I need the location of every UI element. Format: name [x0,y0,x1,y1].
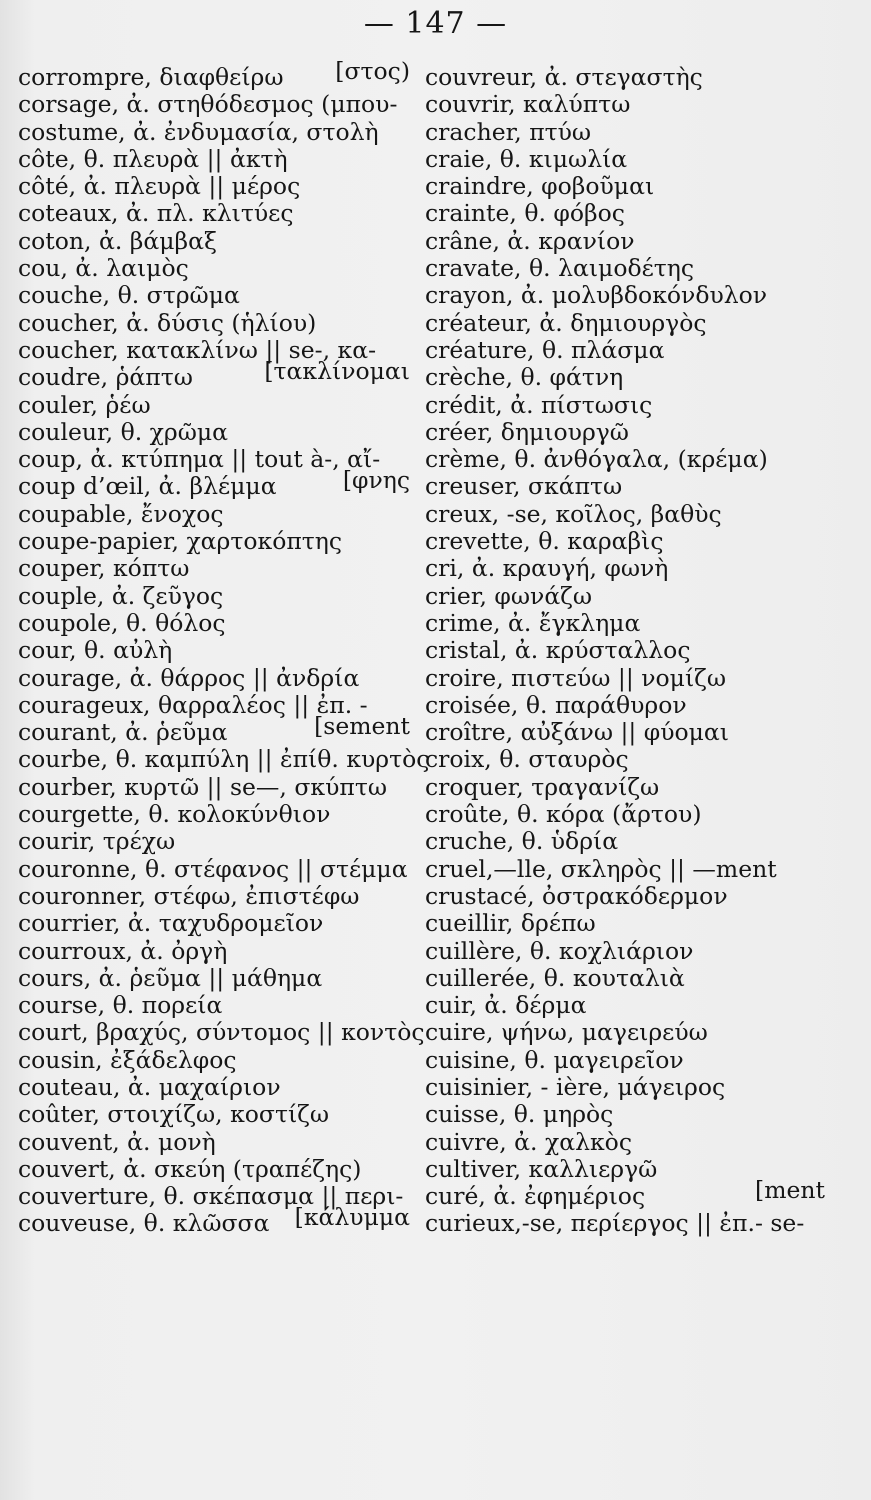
entry-text: cracher, πτύω [425,117,592,146]
dictionary-entry [12,583,410,610]
dictionary-entry [425,473,825,500]
entry-text: cours, ἀ. ῥεῦμα || μάθημα [18,963,323,992]
entry-text: croire, πιστεύω || νομίζω [425,663,727,692]
dictionary-entry [425,64,825,91]
dictionary-entry [12,910,410,937]
entry-text: cravate, θ. λαιμοδέτης [425,254,695,283]
dictionary-entry [12,938,410,965]
entry-text: corrompre, διαφθείρω [18,63,284,91]
entry-text: courrier, ἀ. ταχυδρομεῖον [18,909,324,938]
entry-text: croquer, τραγανίζω [425,772,660,801]
entry-text: court, βραχύς, σύντομος || κοντὸς [18,1018,425,1047]
dictionary-entry [12,228,410,255]
entry-text: courant, ἀ. ῥεῦμα [18,718,228,747]
dictionary-entry [425,146,825,173]
dictionary-entry [12,883,410,910]
entry-text: couche, θ. στρῶμα [18,281,240,310]
dictionary-entry [425,637,825,664]
dictionary-entry [425,119,825,146]
dictionary-entry [12,856,410,883]
dictionary-entry [425,746,825,773]
dictionary-entry [12,282,410,309]
entry-text: cuisse, θ. μηρὸς [425,1100,614,1129]
dictionary-entry [425,774,825,801]
entry-text: cultiver, καλλιεργῶ [425,1154,658,1183]
entry-text: créer, δημιουργῶ [425,417,629,446]
dictionary-entry [425,665,825,692]
dictionary-entry [12,1129,410,1156]
entry-text: coûter, στοιχίζω, κοστίζω [18,1100,330,1129]
dictionary-entry [12,992,410,1019]
dictionary-entry [12,466,410,501]
dictionary-entry [425,719,825,746]
entry-text: courageux, θαρραλέος || ἐπ. - [18,690,368,719]
entry-text: corsage, ἀ. στηθόδεσμος (μπου- [18,90,398,119]
entry-text: coteaux, ἀ. πλ. κλιτύες [18,199,294,228]
dictionary-entry [425,255,825,282]
entry-text: crustacé, ὀστρακόδερμον [425,881,728,910]
entry-text: cueillir, δρέπω [425,909,596,938]
entry-text: croix, θ. σταυρὸς [425,745,629,774]
entry-text: couvreur, ἀ. στεγαστὴς [425,63,703,91]
dictionary-entry [425,228,825,255]
entry-text: croître, αὐξάνω || φύομαι [425,718,730,747]
entry-text: coup d’œil, ἀ. βλέμμα [18,472,277,501]
dictionary-entry [425,801,825,828]
entry-continuation: [στος) [335,57,410,85]
dictionary-entry [425,1101,825,1128]
entry-text: côte, θ. πλευρὰ || ἀκτὴ [18,144,288,173]
entry-text: courgette, θ. κολοκύνθιον [18,800,331,829]
entry-text: crème, θ. ἀνθόγαλα, (κρέμα) [425,445,768,474]
dictionary-entry [12,146,410,173]
dictionary-entry [12,200,410,227]
dictionary-entry [425,392,825,419]
entry-text: couvent, ἀ. μονὴ [18,1127,216,1156]
entry-text: crevette, θ. καραβὶς [425,527,664,556]
dictionary-entry [425,173,825,200]
entry-text: creuser, σκάπτω [425,472,623,501]
entry-text: couronne, θ. στέφανος || στέμμα [18,854,408,883]
entry-text: couronner, στέφω, ἐπιστέφω [18,881,360,910]
dictionary-entry [12,392,410,419]
entry-text: costume, ἀ. ἐνδυμασία, στολὴ [18,117,379,146]
entry-text: coupole, θ. θόλος [18,608,226,637]
entry-continuation: [τακλίνομαι [264,357,410,386]
dictionary-entry [12,528,410,555]
entry-continuation: [sement [314,712,410,741]
dictionary-entry [425,501,825,528]
dictionary-entry [12,419,410,446]
dictionary-entry [12,57,410,91]
entry-text: cruche, θ. ὑδρία [425,827,619,856]
entry-text: couverture, θ. σκέπασμα || περι- [18,1182,404,1211]
entry-text: courroux, ἀ. ὀργὴ [18,936,228,965]
entry-text: cuillerée, θ. κουταλιὰ [425,963,685,992]
dictionary-entry [12,1018,425,1047]
dictionary-entry [425,1210,825,1237]
entry-continuation: [κάλυμμα [294,1203,410,1232]
dictionary-entry [425,446,825,473]
entry-text: coucher, ἀ. δύσις (ἡλίου) [18,308,317,337]
entry-text: cuivre, ἀ. χαλκὸς [425,1127,632,1156]
entry-text: couler, ῥέω [18,390,151,419]
entry-text: créateur, ἀ. δημιουργὸς [425,308,707,337]
entry-text: couteau, ἀ. μαχαίριον [18,1072,281,1101]
dictionary-entry [425,1047,825,1074]
page-number: — 147 — [363,6,508,41]
entry-text: côté, ἀ. πλευρὰ || μέρος [18,172,301,201]
entry-text: cour, θ. αὐλὴ [18,636,173,665]
entry-text: cri, ἀ. κραυγή, φωνὴ [425,554,669,583]
entry-text: crédit, ἀ. πίστωσις [425,390,653,419]
dictionary-entry [425,419,825,446]
dictionary-entry [425,282,825,309]
entry-text: craindre, φοβοῦμαι [425,172,655,201]
entry-text: crèche, θ. φάτνη [425,363,624,392]
dictionary-entry [425,200,825,227]
entry-text: cuisinier, - ière, μάγειρος [425,1072,726,1101]
dictionary-entry [12,1156,410,1183]
dictionary-entry [425,856,825,883]
entry-text: cou, ἀ. λαιμὸς [18,254,189,283]
dictionary-entry [425,310,825,337]
entry-text: cruel,—lle, σκληρὸς || —ment [425,854,777,883]
dictionary-entry [12,1047,410,1074]
entry-text: coudre, ῥάπτω [18,363,193,392]
entry-text: course, θ. πορεία [18,991,223,1020]
right-column [425,64,825,1238]
dictionary-entry [12,965,410,992]
entry-text: couveuse, θ. κλῶσσα [18,1209,270,1238]
entry-text: cousin, ἐξάδελφος [18,1045,237,1074]
dictionary-entry [12,1203,410,1238]
entry-text: courbe, θ. καμπύλη || ἐπίθ. κυρτὸς [18,745,430,774]
dictionary-entry [12,828,410,855]
dictionary-entry [12,665,410,692]
dictionary-entry [12,501,410,528]
dictionary-entry [12,610,410,637]
entry-text: couvert, ἀ. σκεύη (τραπέζης) [18,1154,362,1183]
dictionary-entry [12,637,410,664]
entry-continuation: [φνης [342,466,410,495]
dictionary-entry [12,310,410,337]
dictionary-entry [425,910,825,937]
dictionary-entry [12,801,410,828]
dictionary-entry [425,828,825,855]
dictionary-entry [425,555,825,582]
entry-text: cuir, ἀ. δέρμα [425,991,587,1020]
entry-text: courir, τρέχω [18,827,176,856]
dictionary-entry [425,692,825,719]
entry-text: croûte, θ. κόρα (ἄρτου) [425,800,702,829]
dictionary-entry [12,119,410,146]
dictionary-entry [425,965,825,992]
entry-text: curieux,-se, περίεργος || ἐπ.- se- [425,1209,805,1238]
entry-text: crayon, ἀ. μολυβδοκόνδυλον [425,281,768,310]
entry-text: coucher, κατακλίνω || se-, κα- [18,335,377,364]
dictionary-entry [425,337,825,364]
dictionary-entry [425,992,825,1019]
entry-text: creux, -se, κοῖλος, βαθὺς [425,499,722,528]
entry-text: couple, ἀ. ζεῦγος [18,581,224,610]
entry-text: couvrir, καλύπτω [425,90,631,119]
dictionary-entry [425,528,825,555]
entry-text: couleur, θ. χρῶμα [18,417,229,446]
entry-text: curé, ἀ. ἐφημέριος [425,1182,646,1211]
entry-continuation: [ment [755,1176,825,1205]
entry-text: coup, ἀ. κτύπημα || tout à-, αἴ- [18,445,381,474]
dictionary-entry [12,774,410,801]
left-column [12,57,430,1238]
entry-text: coupable, ἔνοχος [18,499,224,528]
entry-text: crier, φωνάζω [425,581,593,610]
dictionary-entry [425,91,825,118]
entry-text: créature, θ. πλάσμα [425,335,665,364]
entry-text: coupe-papier, χαρτοκόπτης [18,527,343,556]
entry-text: crâne, ἀ. κρανίον [425,226,635,255]
dictionary-entry [12,173,410,200]
entry-text: craie, θ. κιμωλία [425,144,628,173]
entry-text: croisée, θ. παράθυρον [425,690,687,719]
dictionary-entry [12,255,410,282]
entry-text: cristal, ἀ. κρύσταλλος [425,636,691,665]
dictionary-entry [12,712,410,747]
dictionary-entry [425,610,825,637]
dictionary-entry [12,745,430,774]
entry-text: courber, κυρτῶ || se—, σκύπτω [18,772,387,801]
entry-text: crainte, θ. φόβος [425,199,625,228]
dictionary-entry [425,938,825,965]
dictionary-entry [425,1074,825,1101]
dictionary-entry [425,1176,825,1211]
dictionary-entry [12,1074,410,1101]
dictionary-entry [425,364,825,391]
entry-text: cuire, ψήνω, μαγειρεύω [425,1018,708,1047]
dictionary-entry [425,1129,825,1156]
entry-text: coton, ἀ. βάμβαξ [18,226,217,255]
dictionary-entry [425,583,825,610]
dictionary-entry [425,1019,825,1046]
entry-text: cuillère, θ. κοχλιάριον [425,936,694,965]
entry-text: courage, ἀ. θάρρος || ἀνδρία [18,663,360,692]
entry-text: couper, κόπτω [18,554,190,583]
entry-text: crime, ἀ. ἔγκλημα [425,608,641,637]
dictionary-entry [12,357,410,392]
dictionary-entry [12,1101,410,1128]
dictionary-entry [12,91,410,118]
entry-text: cuisine, θ. μαγειρεῖον [425,1045,684,1074]
dictionary-entry [12,555,410,582]
dictionary-entry [425,883,825,910]
